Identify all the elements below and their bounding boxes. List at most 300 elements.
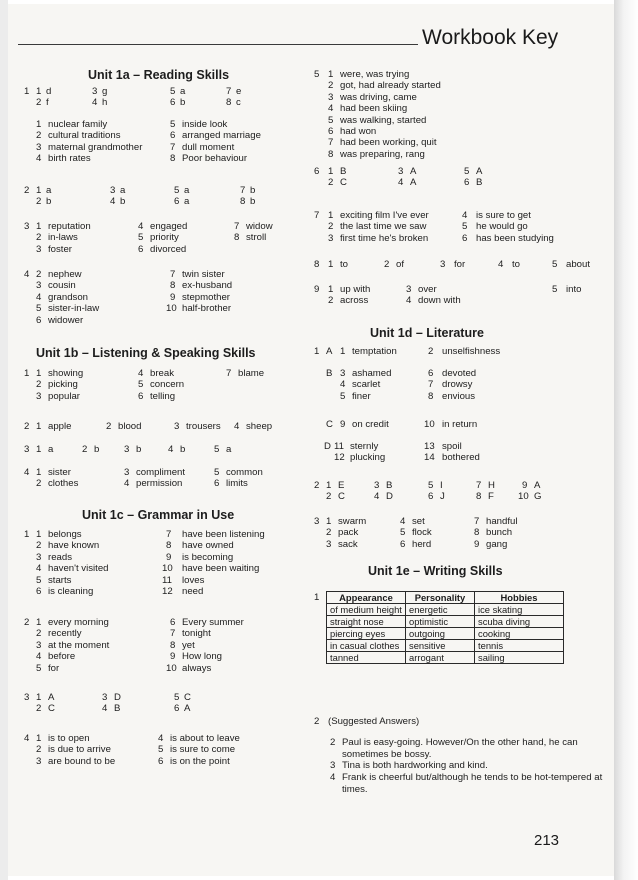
answer: F [488, 491, 494, 503]
answer: envious [442, 390, 476, 402]
unit-1d-ex2 [314, 480, 614, 503]
unit-1c-ex6 [314, 166, 614, 189]
answer: gang [486, 538, 508, 550]
item-num: 4 [328, 103, 334, 115]
answer: on credit [352, 419, 389, 430]
table-row [327, 604, 564, 616]
answer: H [488, 480, 495, 491]
answer: sternly [350, 441, 379, 452]
answer: belongs [48, 529, 82, 540]
ex-num: 4 [24, 269, 30, 280]
scan-right-edge [614, 0, 638, 880]
unit-1e-title: Unit 1e – Writing Skills [368, 564, 503, 578]
part-letter: B [326, 368, 333, 379]
answer: blame [238, 368, 265, 379]
answer: b [250, 185, 256, 196]
ex-num: 7 [314, 210, 320, 221]
answer: sister-in-law [48, 303, 100, 315]
answer: cousin [48, 280, 76, 292]
table-cell: optimistic [406, 616, 475, 628]
ex-num: 1 [24, 529, 30, 540]
item-num: 3 [92, 86, 98, 97]
unit-1a-ex4 [24, 269, 314, 326]
item-num: 6 [170, 130, 176, 142]
answer: yet [182, 639, 195, 651]
item-num: 4 [340, 379, 346, 391]
unit-1c-ex8 [314, 259, 614, 270]
answer: b [136, 444, 142, 455]
answer: is on the point [170, 755, 230, 767]
unit-1c-ex7 [314, 210, 614, 244]
answer: picking [48, 379, 78, 391]
answer: common [226, 467, 263, 478]
item-num: 2 [326, 491, 332, 503]
answer: d [46, 86, 52, 97]
item-num: 1 [328, 259, 334, 270]
answer: priority [150, 232, 179, 244]
answer: apple [48, 421, 72, 432]
item-num: 2 [36, 232, 42, 244]
answer: he would go [476, 221, 528, 233]
answer: finer [352, 390, 371, 402]
answer: C [340, 177, 347, 189]
answer: E [338, 480, 345, 491]
item-num: 1 [328, 166, 334, 177]
item-num: 3 [374, 480, 380, 491]
answer: A [476, 166, 483, 177]
answer: at the moment [48, 639, 110, 651]
item-num: 10 [166, 662, 177, 674]
answer: ashamed [352, 368, 392, 379]
answer: about [566, 259, 591, 270]
item-num: 6 [462, 232, 468, 244]
answer: have owned [182, 540, 234, 552]
item-num: 5 [174, 185, 180, 196]
answer: twin sister [182, 269, 225, 280]
answer: is to open [48, 733, 90, 744]
item-num: 2 [328, 80, 334, 92]
item-num: 1 [36, 733, 42, 744]
answer: every morning [48, 617, 109, 628]
unit-1d-title: Unit 1d – Literature [370, 326, 484, 340]
item-num: 4 [138, 221, 144, 232]
item-num: 5 [138, 232, 144, 244]
item-num: 9 [474, 538, 480, 550]
item-num: 4 [36, 291, 42, 303]
answer: C [338, 491, 345, 503]
item-num: 14 [424, 452, 435, 464]
item-num: 3 [36, 639, 42, 651]
item-num: 7 [170, 628, 176, 640]
ex-num: 1 [24, 368, 30, 379]
ex-num: 2 [314, 480, 320, 491]
ex-num: 1 [314, 592, 320, 603]
item-num: 6 [400, 538, 406, 550]
unit-1d-ex1 [314, 346, 614, 357]
table-row [327, 652, 564, 664]
item-num: 6 [328, 125, 334, 137]
suggested-answers-note: (Suggested Answers) [328, 716, 420, 727]
ex-num: 1 [314, 346, 320, 357]
item-num: 2 [36, 540, 42, 552]
answer: blood [118, 421, 142, 432]
unit-1c-ex1 [24, 529, 314, 597]
item-num: 6 [138, 243, 144, 255]
unit-1c-ex4 [24, 733, 314, 767]
table-cell: tanned [327, 652, 406, 664]
ex-num: 2 [24, 421, 30, 432]
table-cell: sailing [475, 652, 564, 664]
item-num: 8 [170, 153, 176, 165]
answer: for [48, 662, 60, 674]
item-num: 7 [170, 141, 176, 153]
item-num: 2 [36, 744, 42, 756]
answer: b [180, 444, 186, 455]
item-num: 2 [326, 527, 332, 539]
item-num: 9 [522, 480, 528, 491]
item-num: 2 [36, 196, 42, 208]
answer: down with [418, 295, 461, 307]
header-rule [18, 44, 418, 45]
answer: telling [150, 390, 176, 402]
answer: g [102, 86, 108, 97]
item-num: 5 [214, 444, 220, 455]
item-num: 4 [124, 478, 130, 490]
table-cell: in casual clothes [327, 640, 406, 652]
part-letter: D [324, 441, 331, 452]
answer: B [114, 703, 121, 715]
unit-1d-ex1-b [314, 368, 614, 402]
item-num: 4 [110, 196, 116, 208]
item-num: 2 [36, 379, 42, 391]
item-num: 6 [428, 368, 434, 379]
answer: always [182, 662, 212, 674]
item-num: 5 [170, 86, 176, 97]
item-num: 6 [464, 177, 470, 189]
answer: was walking, started [340, 114, 427, 126]
item-num: 2 [428, 346, 434, 357]
answer: sister [48, 467, 71, 478]
ex-num: 5 [314, 69, 320, 80]
answer: spoil [442, 441, 462, 452]
answer: for [454, 259, 466, 270]
item-num: 9 [170, 291, 176, 303]
answer: How long [182, 651, 222, 663]
item-num: 1 [340, 346, 346, 357]
unit-1e-ex2-heading [314, 716, 614, 727]
item-num: 3 [124, 467, 130, 478]
item-num: 9 [170, 651, 176, 663]
item-num: 5 [214, 467, 220, 478]
item-num: 11 [162, 574, 172, 586]
answer: widower [48, 314, 84, 326]
item-num: 2 [384, 259, 390, 270]
item-num: 6 [170, 617, 176, 628]
ex-num: 3 [24, 692, 30, 703]
answer: A [48, 692, 55, 703]
item-num: 13 [424, 441, 435, 452]
answer: stepmother [182, 291, 230, 303]
answer: G [534, 491, 542, 503]
answer: to [512, 259, 521, 270]
hobbies-table [326, 591, 564, 664]
item-num: 1 [36, 529, 42, 540]
answer: a [184, 196, 190, 208]
answer: had been skiing [340, 103, 408, 115]
answer: divorced [150, 243, 187, 255]
answer: B [386, 480, 393, 491]
answer: h [102, 97, 108, 109]
item-num: 1 [36, 421, 42, 432]
item-num: 2 [36, 269, 42, 280]
item-num: 5 [158, 744, 164, 756]
unit-1b-ex3 [24, 444, 314, 455]
answer: A [410, 166, 417, 177]
item-num: 3 [326, 538, 332, 550]
answer: B [340, 166, 347, 177]
answer: nephew [48, 269, 82, 280]
answer: foster [48, 243, 72, 255]
item-num: 3 [102, 692, 108, 703]
answer: grandson [48, 291, 89, 303]
item-num: 3 [110, 185, 116, 196]
answer: over [418, 284, 437, 295]
answer: b [180, 97, 186, 109]
answer: need [182, 585, 204, 597]
table-cell: tennis [475, 640, 564, 652]
answer: cultural traditions [48, 130, 121, 142]
item-num: 5 [328, 114, 334, 126]
answer: are bound to be [48, 755, 116, 767]
ex-num: 2 [314, 716, 320, 727]
answer: before [48, 651, 76, 663]
ex-num: 4 [24, 733, 30, 744]
item-num: 4 [36, 153, 42, 165]
item-num: 7 [226, 368, 232, 379]
table-cell: sensitive [406, 640, 475, 652]
table-cell: cooking [475, 628, 564, 640]
answer: herd [412, 538, 432, 550]
col-hobbies: Hobbies [475, 592, 564, 604]
answer: a [46, 185, 52, 196]
item-num: 8 [234, 232, 240, 244]
item-num: 4 [398, 177, 404, 189]
answer: f [46, 97, 49, 109]
unit-1a-ex1 [24, 86, 314, 109]
answer: permission [136, 478, 183, 490]
answer: to [340, 259, 349, 270]
item-num: 1 [36, 444, 42, 455]
item-num: 12 [162, 585, 173, 597]
item-num: 1 [36, 692, 42, 703]
item-num: 9 [340, 419, 346, 430]
answer: clothes [48, 478, 79, 490]
item-num: 6 [428, 491, 434, 503]
answer-paragraph: Tina is both hardworking and kind. [342, 760, 488, 771]
item-num: 6 [214, 478, 220, 490]
answer: a [226, 444, 232, 455]
answer: flock [412, 527, 432, 539]
item-num: 5 [36, 662, 42, 674]
answer: pack [338, 527, 359, 539]
item-num: 2 [328, 295, 334, 307]
item-num: 4 [102, 703, 108, 715]
item-num: 2 [82, 444, 88, 455]
table-row [327, 616, 564, 628]
answer: got, had already started [340, 80, 441, 92]
answer: into [566, 284, 582, 295]
item-num: 5 [400, 527, 406, 539]
answer: A [184, 703, 191, 715]
answer-paragraph: Frank is cheerful but/although he tends to be hot-tempered at times. [342, 772, 603, 795]
item-num: 6 [174, 703, 180, 715]
answer: is about to leave [170, 733, 240, 744]
item-num: 5 [174, 692, 180, 703]
answer: arranged marriage [182, 130, 261, 142]
item-num: 1 [328, 69, 334, 80]
answer: sack [338, 538, 358, 550]
item-num: 1 [36, 86, 42, 97]
item-num: 3 [406, 284, 412, 295]
ex-num: 1 [24, 86, 30, 97]
item-num: 6 [170, 97, 176, 109]
answer: of [396, 259, 405, 270]
item-num: 3 [36, 551, 42, 563]
item-num: 7 [474, 516, 480, 527]
answer: is becoming [182, 551, 234, 563]
unit-1a-ex2 [24, 185, 314, 208]
item-num: 3 [36, 755, 42, 767]
item-num: 6 [158, 755, 164, 767]
item-num: 4 [374, 491, 380, 503]
item-num: 1 [36, 185, 42, 196]
answer: Every summer [182, 617, 244, 628]
answer: half-brother [182, 303, 232, 315]
table-cell: scuba diving [475, 616, 564, 628]
item-num: 1 [326, 516, 332, 527]
item-num: 10 [424, 419, 435, 430]
answer: reputation [48, 221, 91, 232]
answer: birth rates [48, 153, 91, 165]
answer: temptation [352, 346, 397, 357]
item-num: 2 [36, 628, 42, 640]
item-num: 7 [328, 137, 334, 149]
unit-1d-ex1-d [314, 441, 614, 464]
answer: had been working, quit [340, 137, 437, 149]
item-num: 2 [330, 737, 336, 748]
item-num: 5 [462, 221, 468, 233]
answer: was driving, came [340, 91, 417, 103]
table-cell: straight nose [327, 616, 406, 628]
answer: have been waiting [182, 563, 260, 575]
ex-num: 3 [314, 516, 320, 527]
answer: I [440, 480, 443, 491]
page-number: 213 [534, 832, 560, 849]
item-num: 8 [170, 280, 176, 292]
unit-1c-ex9 [314, 284, 614, 307]
item-num: 5 [552, 284, 558, 295]
item-num: 1 [36, 368, 42, 379]
answer: showing [48, 368, 84, 379]
item-num: 3 [340, 368, 346, 379]
item-num: 3 [36, 390, 42, 402]
item-num: 4 [234, 421, 240, 432]
answer: maternal grandmother [48, 141, 143, 153]
unit-1d-ex3 [314, 516, 614, 550]
item-num: 12 [334, 452, 345, 464]
item-num: 3 [398, 166, 404, 177]
table-cell: piercing eyes [327, 628, 406, 640]
table-cell: arrogant [406, 652, 475, 664]
answer: engaged [150, 221, 188, 232]
unit-1b-ex1 [24, 368, 314, 402]
unit-1b-ex2 [24, 421, 314, 432]
answer: trousers [186, 421, 221, 432]
answer: across [340, 295, 369, 307]
unit-1c-ex2 [24, 617, 314, 674]
table-cell: of medium height [327, 604, 406, 616]
item-num: 3 [330, 760, 336, 771]
part-letter: A [326, 346, 333, 357]
item-num: 2 [36, 703, 42, 715]
item-num: 3 [328, 232, 334, 244]
item-num: 1 [328, 210, 334, 221]
answer: inside look [182, 119, 228, 130]
ex-num: 9 [314, 284, 320, 295]
ex-num: 3 [24, 221, 30, 232]
answer: have known [48, 540, 100, 552]
answer: a [184, 185, 190, 196]
answer: in return [442, 419, 478, 430]
item-num: 8 [170, 639, 176, 651]
scan-left-edge [0, 0, 8, 880]
item-num: 5 [36, 303, 42, 315]
answer: tonight [182, 628, 211, 640]
item-num: 1 [36, 617, 42, 628]
item-num: 10 [162, 563, 173, 575]
item-num: 4 [462, 210, 468, 221]
item-num: 7 [240, 185, 246, 196]
answer: B [476, 177, 483, 189]
item-num: 11 [334, 441, 344, 452]
answer: D [114, 692, 121, 703]
answer: plucking [350, 452, 386, 464]
answer: A [410, 177, 417, 189]
item-num: 1 [36, 119, 42, 130]
item-num: 5 [428, 480, 434, 491]
table-cell: ice skating [475, 604, 564, 616]
col-personality: Personality [406, 592, 475, 604]
answer: is sure to come [170, 744, 236, 756]
answer: scarlet [352, 379, 381, 391]
item-num: 7 [226, 86, 232, 97]
item-num: 5 [36, 574, 42, 586]
answer: the last time we saw [340, 221, 427, 233]
item-num: 10 [166, 303, 177, 315]
answer: have been listening [182, 529, 265, 540]
answer: b [46, 196, 52, 208]
answer: sheep [246, 421, 273, 432]
answer: A [534, 480, 541, 491]
item-num: 2 [106, 421, 112, 432]
item-num: 7 [170, 269, 176, 280]
item-num: 6 [36, 314, 42, 326]
unit-1c-title: Unit 1c – Grammar in Use [82, 508, 235, 522]
ex-num: 2 [24, 185, 30, 196]
item-num: 4 [158, 733, 164, 744]
answer: was preparing, rang [340, 148, 425, 160]
item-num: 3 [36, 280, 42, 292]
